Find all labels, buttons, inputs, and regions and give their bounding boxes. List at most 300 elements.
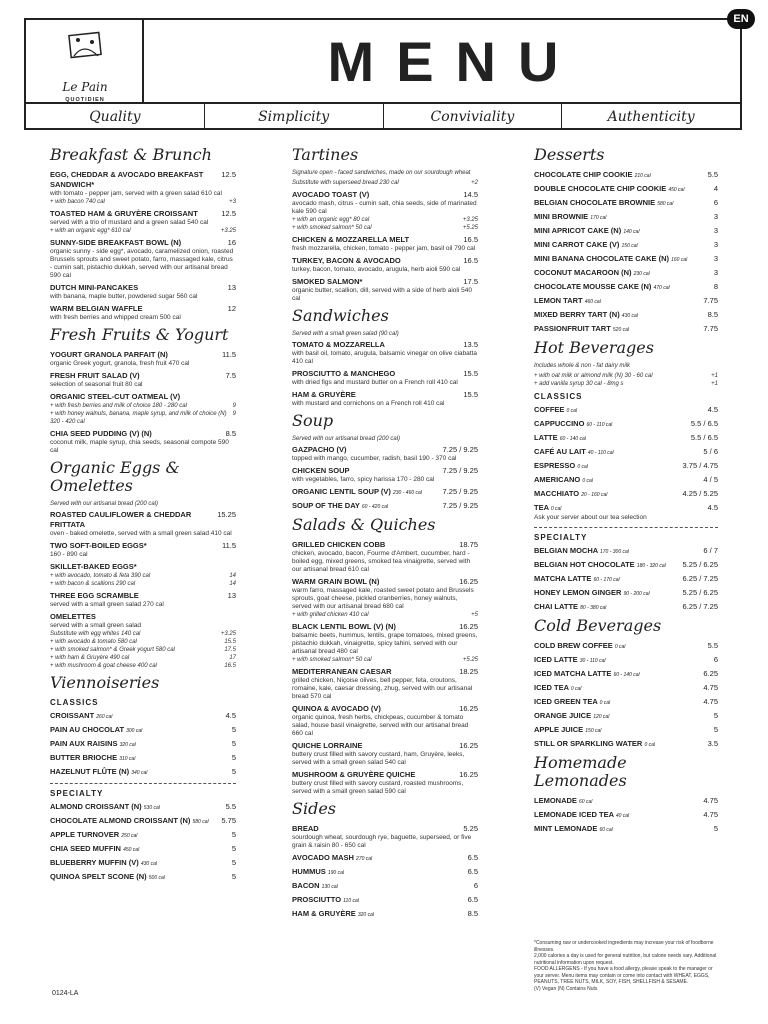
item-name-text: CHIA SEED MUFFIN [50,844,121,853]
menu-item [292,577,478,619]
item-name-text: ICED LATTE [534,655,578,664]
menu-item-row [50,816,236,827]
menu-item [534,296,718,307]
item-name [50,170,217,190]
menu-item-row [534,184,718,195]
item-name-text: BELGIAN MOCHA [534,546,598,555]
item-name [50,591,139,601]
item-calories: 470 cal [653,285,670,291]
item-name-text: SUNNY-SIDE BREAKFAST BOWL (N) [50,238,182,247]
menu-item [50,844,236,855]
menu-item [292,909,478,920]
item-price: 3 [713,226,718,235]
menu-item-row [50,392,236,402]
item-name-text: CAPPUCCINO [534,419,585,428]
menu-item-row [292,881,478,892]
value-authenticity: Authenticity [607,109,695,125]
item-name-text: MUSHROOM & GRUYÈRE QUICHE [292,770,416,779]
item-description: 160 - 890 cal [50,551,88,558]
item-price: 5 [231,858,236,867]
item-description: balsamic beets, hummus, lentils, grape tomatoes, mixed greens, pistachio dukkah, vinaigrette, spicy tahini, served with our artisanal bread 480 cal [292,632,478,655]
item-name-text: WARM GRAIN BOWL (N) [292,577,380,586]
item-price: 17.5 [463,277,478,286]
menu-item-row [534,268,718,279]
item-name-text: THREE EGG SCRAMBLE [50,591,139,600]
item-description: with dried figs and mustard butter on a French roll 410 cal [292,379,458,386]
item-price: 5 [231,725,236,734]
addon-price: 15.5 [224,639,236,645]
menu-item-row [50,739,236,750]
item-name [50,392,180,402]
menu-item [50,371,236,389]
item-addon [50,646,236,654]
item-addon [50,654,236,662]
item-name [292,390,356,400]
menu-item [534,669,718,680]
item-price: 3.5 [707,739,718,748]
addon-price: +1 [711,373,718,379]
item-addon [50,402,236,410]
item-price: 16.5 [463,256,478,265]
item-price: 6.5 [467,895,478,904]
item-name [534,739,655,750]
menu-item [292,867,478,878]
item-name [534,824,613,835]
item-name-text: CHOCOLATE CHIP COOKIE [534,170,633,179]
item-name-text: GAZPACHO (V) [292,445,347,454]
menu-item-row [534,310,718,321]
item-description: organic quinoa, fresh herbs, chickpeas, cucumber & tomato salad, house basil vinaigrette, served with our artisanal bread 660 cal [292,714,469,737]
item-name-text: HAM & GRUYÈRE [292,390,356,399]
footnote-line: 2,000 calories a day is used for general nutrition, but calorie needs vary. Additional nutritional information upon request. [534,953,717,966]
item-name-text: BACON [292,881,320,890]
item-price: 4.75 [703,683,718,692]
menu-header [24,18,742,130]
section-subtitle: SPECIALTY [534,533,588,542]
item-calories: 60 - 420 cal [361,504,389,510]
menu-item-row [534,170,718,181]
item-name [292,741,362,751]
item-description: served with a small green salad 270 cal [50,601,164,608]
section-title: Sides [292,799,336,818]
item-price: 5.25 / 6.25 [682,588,718,597]
menu-item [534,433,718,444]
section-divider [534,527,718,528]
item-calories: 120 cal [593,714,610,720]
menu-item [534,282,718,293]
addon-price: +3.25 [220,228,236,234]
item-name [534,655,605,666]
addon-label: + with bacon & scallions 290 cal [50,581,136,587]
item-name [534,669,640,680]
menu-item-row [292,577,478,587]
menu-item-row [50,510,236,530]
menu-item [50,725,236,736]
item-calories: 230 - 460 cal [393,490,422,496]
section-title: Soup [292,411,334,430]
item-name-text: COCONUT MACAROON (N) [534,268,632,277]
item-price: 12.5 [221,209,236,218]
addon-price: +5.25 [462,225,478,231]
item-name-text: TEA [534,503,549,512]
menu-item [534,824,718,835]
item-name [50,304,143,314]
item-name [534,683,581,694]
item-description: coconut milk, maple syrup, chia seeds, seasonal compote 590 cal [50,439,229,454]
menu-item-row [534,655,718,666]
item-price: 3 [713,240,718,249]
item-description: avocado mash, citrus - cumin salt, chia seeds, side of marinated kale 590 cal [292,200,477,215]
item-price: 5 [231,767,236,776]
item-price: 5 / 6 [703,447,718,456]
item-name-text: PAIN AU CHOCOLAT [50,725,125,734]
item-name-text: EGG, CHEDDAR & AVOCADO BREAKFAST SANDWICH* [50,170,204,189]
menu-item-row [534,669,718,680]
menu-item-row [534,824,718,835]
menu-item [534,184,718,195]
addon-label: + with grilled chicken 410 cal [292,612,369,618]
section-title: Breakfast & Brunch [50,145,212,164]
item-addon [50,630,236,638]
addon-price: 9 [232,403,236,409]
addon-label: + with oat milk or almond milk (N) 30 - 60 cal [534,373,653,379]
menu-item [50,858,236,869]
item-name [292,853,372,864]
menu-item-row [50,541,236,551]
item-description: buttery crust filled with savory custard, roasted mushrooms, served with a small green salad 590 cal [292,780,464,795]
item-price: 13.5 [463,340,478,349]
item-name-text: ORGANIC LENTIL SOUP (V) [292,487,391,496]
item-name-text: MIXED BERRY TART (N) [534,310,620,319]
item-addon [50,227,236,235]
item-calories: 0 cal [582,478,593,484]
addon-price: +1 [711,381,718,387]
item-name [534,296,601,307]
menu-item-row [534,796,718,807]
brand-subtitle: QUOTIDIEN [65,97,105,103]
item-name-text: CHOCOLATE MOUSSE CAKE (N) [534,282,652,291]
menu-item [534,226,718,237]
addon-price: +5.25 [462,657,478,663]
section-subtitle: CLASSICS [534,392,583,401]
item-price: 6.25 / 7.25 [682,602,718,611]
item-calories: 40 - 110 cal [587,450,614,456]
menu-item [534,546,718,557]
item-calories: 170 - 300 cal [599,549,629,555]
item-name-text: ICED TEA [534,683,569,692]
addon-row [534,372,718,380]
item-name-text: PROSCIUTTO [292,895,342,904]
menu-item [534,419,718,430]
item-calories: 530 cal [143,805,160,811]
menu-item [292,540,478,574]
item-description: served with a trio of mustard and a green salad 540 cal [50,219,209,226]
menu-item [50,591,236,609]
item-name-text: BELGIAN HOT CHOCOLATE [534,560,635,569]
addon-price: +5 [471,612,478,618]
item-name-text: QUINOA & AVOCADO (V) [292,704,381,713]
menu-item-row [534,198,718,209]
item-name-text: QUINOA SPELT SCONE (N) [50,872,147,881]
item-calories: 60 cal [579,799,593,805]
item-name-text: BUTTER BRIOCHE [50,753,118,762]
item-price: 5 [231,844,236,853]
menu-code: 0124-LA [52,990,79,997]
item-price: 5.5 / 6.5 [690,433,718,442]
menu-item-row [534,503,718,514]
item-price: 5.75 [221,816,236,825]
addon-price: +2 [471,180,478,186]
item-description: organic butter, scallion, dill, served with a side of herb aioli 540 cal [292,287,472,302]
menu-item-row [50,591,236,601]
item-calories: 310 cal [119,756,136,762]
menu-item [292,853,478,864]
menu-item-row [50,170,236,190]
item-name-text: MINT LEMONADE [534,824,598,833]
item-name-text: DUTCH MINI-PANCAKES [50,283,139,292]
item-name-text: ESPRESSO [534,461,576,470]
addon-label: + with ham & Gruyère 490 cal [50,655,130,661]
addon-price: +3.25 [462,217,478,223]
item-name [534,226,639,237]
item-price: 6.5 [467,853,478,862]
item-name [50,858,157,869]
item-name-text: LATTE [534,433,558,442]
menu-item-row [292,622,478,632]
menu-item [50,209,236,235]
item-name-text: HUMMUS [292,867,326,876]
menu-item-row [534,697,718,708]
item-name-text: CAFÉ AU LAIT [534,447,586,456]
item-price: 15.25 [217,510,236,519]
item-name [292,445,346,455]
menu-item [292,277,478,303]
item-name-text: ICED MATCHA LATTE [534,669,612,678]
item-calories: 450 cal [668,187,685,193]
item-price: 4 / 5 [703,475,718,484]
item-name [292,340,385,350]
item-price: 4.75 [703,810,718,819]
menu-item [534,461,718,472]
item-name [50,371,140,381]
item-name-text: BLUEBERRY MUFFIN (V) [50,858,139,867]
addon-label: + add vanilla syrup 30 cal - 8mg s [534,381,624,387]
addon-label: + with mushroom & goat cheese 400 cal [50,663,157,669]
item-name [534,268,650,279]
menu-item-row [534,588,718,599]
item-name-text: TOMATO & MOZZARELLA [292,340,385,349]
item-name-text: APPLE TURNOVER [50,830,120,839]
menu-item-row [534,739,718,750]
item-calories: 500 cal [148,875,165,881]
section-title: Desserts [534,145,605,164]
item-addon [50,580,236,588]
item-price: 3 [713,212,718,221]
menu-item-row [534,711,718,722]
item-calories: 150 cal [585,728,602,734]
menu-item-row [50,725,236,736]
item-price: 6.5 [467,867,478,876]
item-price: 3 [713,254,718,263]
section-title: Fresh Fruits & Yogurt [50,325,229,344]
menu-item [292,190,478,232]
item-price: 16 [227,238,236,247]
item-name-text: PAIN AUX RAISINS [50,739,118,748]
menu-item-row [292,466,478,476]
menu-item-row [534,447,718,458]
menu-item-row [50,767,236,778]
menu-item [534,310,718,321]
value-quality: Quality [26,104,205,130]
menu-item [50,802,236,813]
menu-item [534,268,718,279]
menu-item [292,487,478,498]
item-name [534,282,670,293]
item-name-text: CROISSANT [50,711,95,720]
menu-item [534,810,718,821]
menu-item [50,767,236,778]
menu-item [50,429,236,455]
item-calories: 90 - 200 cal [623,591,650,597]
item-calories: 430 cal [140,861,157,867]
item-name-text: LEMONADE ICED TEA [534,810,614,819]
item-name [534,324,629,335]
menu-item-row [292,667,478,677]
item-calories: 160 cal [671,257,688,263]
brand-logo [26,20,144,102]
menu-item [534,641,718,652]
item-calories: 80 - 380 cal [580,605,607,611]
item-name [292,881,338,892]
item-name [534,240,638,251]
item-name [50,562,137,572]
item-description: sourdough wheat, sourdough rye, baguette, superseed, or five grain & raisin 80 - 650 cal [292,834,472,849]
menu-item-row [50,350,236,360]
item-name-text: HAM & GRUYÈRE [292,909,356,918]
item-name [534,711,609,722]
item-calories: 60 - 140 cal [613,672,640,678]
item-name-text: CHIA SEED PUDDING (V) (N) [50,429,152,438]
item-name-text: AMERICANO [534,475,581,484]
item-name [534,641,625,652]
menu-item [534,324,718,335]
item-addon [50,662,236,670]
menu-item-row [292,340,478,350]
menu-item-row [292,235,478,245]
item-price: 7.25 / 9.25 [442,466,478,475]
item-description: selection of seasonal fruit 80 cal [50,381,143,388]
item-name [292,256,401,266]
item-price: 5.25 / 6.25 [682,560,718,569]
item-name-text: GRILLED CHICKEN COBB [292,540,386,549]
item-name [534,461,588,472]
menu-item [534,697,718,708]
item-calories: 460 cal [584,299,601,305]
menu-item [292,622,478,664]
section-subtitle: CLASSICS [50,698,99,707]
item-description: with vegetables, farro, spicy harissa 170 - 280 cal [292,476,435,483]
item-name-text: STILL OR SPARKLING WATER [534,739,643,748]
item-price: 4.75 [703,796,718,805]
item-name-text: MINI APRICOT CAKE (N) [534,226,622,235]
item-name-text: CHAI LATTE [534,602,579,611]
item-name [534,254,687,265]
menu-item [292,179,478,187]
item-name [50,767,147,778]
section-title: Tartines [292,145,359,164]
item-name [292,277,362,287]
item-name [50,802,160,813]
item-description: buttery crust filled with savory custard, ham, Gruyère, leeks, served with a small green salad 540 cal [292,751,465,766]
menu-item [50,170,236,206]
item-name [292,501,388,512]
menu-item-row [50,858,236,869]
item-addon [50,198,236,206]
item-name-text: HAZELNUT FLÛTE (N) [50,767,130,776]
item-calories: 230 cal [633,271,650,277]
menu-item [50,350,236,368]
item-name [534,170,651,181]
menu-item-row [534,212,718,223]
item-calories: 0 cal [566,408,578,414]
item-price: 5.25 [463,824,478,833]
footnote-line: *Consuming raw or undercooked ingredients may increase your risk of foodborne illnesses. [534,940,714,953]
item-name-text: ORGANIC STEEL-CUT OATMEAL (V) [50,392,181,401]
item-name [50,739,136,750]
item-name [534,447,614,458]
item-calories: 170 cal [590,215,607,221]
menu-item-row [292,540,478,550]
item-price: 5 [713,824,718,833]
menu-item [50,392,236,426]
item-name-text: ICED GREEN TEA [534,697,598,706]
item-price: 5 [231,830,236,839]
brand-name: Le Pain [62,80,108,94]
item-name-text: PASSIONFRUIT TART [534,324,611,333]
item-description: with banana, maple butter, powdered sugar 560 cal [50,293,198,300]
menu-item [534,683,718,694]
addon-price: +3.25 [220,631,236,637]
item-name [534,489,607,500]
item-name [534,475,593,486]
menu-item [292,824,478,850]
value-simplicity: Simplicity [205,104,384,130]
item-calories: 140 cal [623,229,640,235]
menu-item-row [50,283,236,293]
item-name [534,574,620,585]
menu-item [50,872,236,883]
item-price: 8 [713,282,718,291]
item-price: 7.75 [703,296,718,305]
menu-item [292,235,478,253]
item-name [534,796,592,807]
item-name [292,466,350,476]
addon-label: + with avocado, tomato & feta 390 cal [50,573,151,579]
item-name [534,198,673,209]
section-title: Cold Beverages [534,616,662,635]
item-name-text: FRESH FRUIT SALAD (V) [50,371,140,380]
language-badge[interactable]: EN [727,9,755,29]
addon-label: Substitute with superseed bread 230 cal [292,180,399,186]
item-price: 7.25 / 9.25 [442,487,478,496]
item-calories: 40 cal [615,813,630,819]
addon-label: + with smoked salmon* & Greek yogurt 580 cal [50,647,175,653]
menu-item-row [534,240,718,251]
item-name-text: CHOCOLATE ALMOND CROISSANT (N) [50,816,191,825]
item-name-text: OMELETTES [50,612,96,621]
item-calories: 30 - 110 cal [579,658,606,664]
item-price: 6.25 [703,669,718,678]
